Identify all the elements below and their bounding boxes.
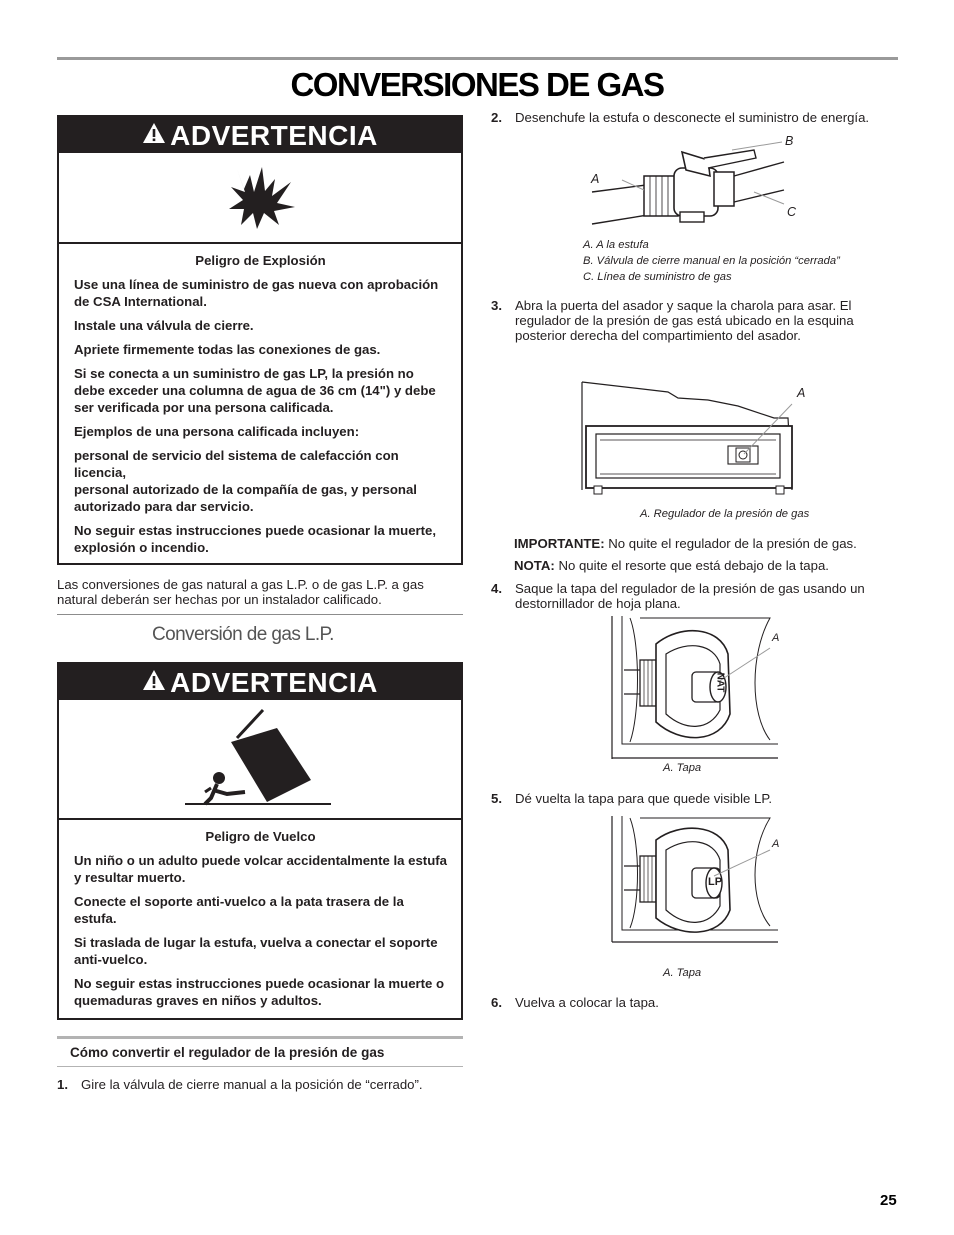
- figure-caption: A. Tapa: [663, 967, 702, 979]
- tip-over-icon: [183, 708, 333, 813]
- step-text: Vuelva a colocar la tapa.: [515, 995, 659, 1010]
- warning-item: personal autorizado de la compañía de gas, y personal autorizado para dar servicio.: [74, 482, 417, 514]
- warning-item: No seguir estas instrucciones puede ocasionar la muerte, explosión o incendio.: [74, 523, 437, 555]
- step-5: [491, 791, 891, 806]
- step-6: [491, 995, 891, 1010]
- warning-item: Instale una válvula de cierre.: [74, 318, 254, 333]
- warning-header: [59, 117, 461, 153]
- figure-label-a: A: [772, 838, 780, 850]
- figure-caption: C. Línea de suministro de gas: [583, 271, 732, 283]
- broiler-figure: [578, 378, 800, 500]
- intro-paragraph: Las conversiones de gas natural a gas L.P. o de gas L.P. a gas natural deberán ser hechas por un instalador calificado.: [57, 577, 424, 607]
- regulator-lp-figure: [610, 814, 778, 960]
- important-note: [514, 536, 857, 551]
- step-number: 6.: [491, 995, 502, 1010]
- step-4: [491, 581, 891, 611]
- regulator-section-rule: [57, 1036, 463, 1039]
- step-text: Desenchufe la estufa o desconecte el suministro de energía.: [515, 110, 870, 125]
- regulator-lp-illustration: [610, 814, 778, 960]
- warning-heading: Peligro de Explosión: [195, 253, 326, 268]
- warning-item: Apriete firmemente todas las conexiones de gas.: [74, 342, 381, 357]
- regulator-heading-underline: [57, 1066, 463, 1067]
- note-text: No quite el resorte que está debajo de la tapa.: [554, 558, 829, 573]
- section-divider: [57, 614, 463, 615]
- broiler-illustration: [578, 378, 800, 500]
- figure-label-a: A: [797, 386, 806, 400]
- step-number: 1.: [57, 1077, 68, 1092]
- figure-caption: B. Válvula de cierre manual en la posición “cerrada”: [583, 255, 840, 267]
- step-number: 4.: [491, 581, 502, 596]
- step-3: [491, 298, 891, 343]
- figure-label-b: B: [785, 134, 794, 148]
- warning-heading: Peligro de Vuelco: [205, 829, 316, 844]
- step-1: [57, 1077, 463, 1092]
- step-text: Abra la puerta del asador y saque la charola para asar. El regulador de la presión de gas está ubicado en la esquina posterior derecha del compartimiento del asador.: [515, 298, 854, 343]
- page-title: CONVERSIONES DE GAS: [290, 66, 664, 103]
- warning-body: [59, 244, 461, 556]
- figure-caption: A. Tapa: [663, 762, 702, 774]
- explosion-picture: [59, 153, 461, 244]
- step-text: Gire la válvula de cierre manual a la posición de “cerrado”.: [81, 1077, 423, 1092]
- step-text: Saque la tapa del regulador de la presión de gas usando un destornillador de hoja plana.: [515, 581, 865, 611]
- figure-label-c: C: [787, 205, 797, 219]
- page-number: 25: [880, 1192, 897, 1209]
- cap-marking: NAT: [714, 672, 726, 693]
- warning-header: [59, 664, 461, 700]
- lp-conversion-heading: Conversión de gas L.P.: [152, 624, 334, 645]
- top-rule: [57, 57, 898, 60]
- warning-header-text: ADVERTENCIA: [170, 120, 378, 151]
- step-number: 2.: [491, 110, 502, 125]
- warning-item: Conecte el soporte anti-vuelco a la pata trasera de la estufa.: [74, 894, 404, 926]
- warning-item: Un niño o un adulto puede volcar accidentalmente la estufa y resultar muerto.: [74, 853, 447, 885]
- warning-box-explosion: [57, 115, 463, 565]
- important-text: No quite el regulador de la presión de gas.: [604, 536, 857, 551]
- tip-over-picture: [59, 700, 461, 820]
- warning-item: No seguir estas instrucciones puede ocasionar la muerte o quemaduras graves en niños y adultos.: [74, 976, 445, 1008]
- cap-marking: LP: [708, 876, 723, 888]
- regulator-nat-figure: [610, 614, 778, 760]
- figure-caption: A. Regulador de la presión de gas: [640, 508, 810, 520]
- figure-caption: A. A la estufa: [583, 239, 649, 251]
- warning-item: Si traslada de lugar la estufa, vuelva a conectar el soporte anti-vuelco.: [74, 935, 438, 967]
- warning-triangle-icon: [142, 663, 166, 701]
- important-label: IMPORTANTE:: [514, 536, 605, 551]
- note-label: NOTA:: [514, 558, 555, 573]
- explosion-icon: [227, 165, 297, 236]
- figure-label-a: A: [591, 172, 600, 186]
- warning-item: Ejemplos de una persona calificada incluyen:: [74, 424, 360, 439]
- note: [514, 558, 829, 573]
- regulator-nat-illustration: [610, 614, 778, 760]
- step-number: 3.: [491, 298, 502, 313]
- step-text: Dé vuelta la tapa para que quede visible LP.: [515, 791, 773, 806]
- step-number: 5.: [491, 791, 502, 806]
- warning-item: personal de servicio del sistema de calefacción con licencia,: [74, 448, 399, 480]
- warning-box-tip-over: [57, 662, 463, 1020]
- warning-header-text: ADVERTENCIA: [170, 667, 378, 698]
- shutoff-valve-figure: [584, 132, 814, 232]
- warning-triangle-icon: [142, 116, 166, 154]
- shutoff-valve-illustration: [584, 132, 814, 232]
- warning-item: Si se conecta a un suministro de gas LP, la presión no debe exceder una columna de agua de 36 cm (14") y debe ser verificada por una persona calificada.: [74, 366, 436, 415]
- warning-body: [59, 820, 461, 1009]
- step-2: [491, 110, 901, 125]
- warning-item: Use una línea de suministro de gas nueva con aprobación de CSA International.: [74, 277, 439, 309]
- regulator-heading: Cómo convertir el regulador de la presión de gas: [70, 1045, 385, 1060]
- figure-label-a: A: [772, 632, 780, 644]
